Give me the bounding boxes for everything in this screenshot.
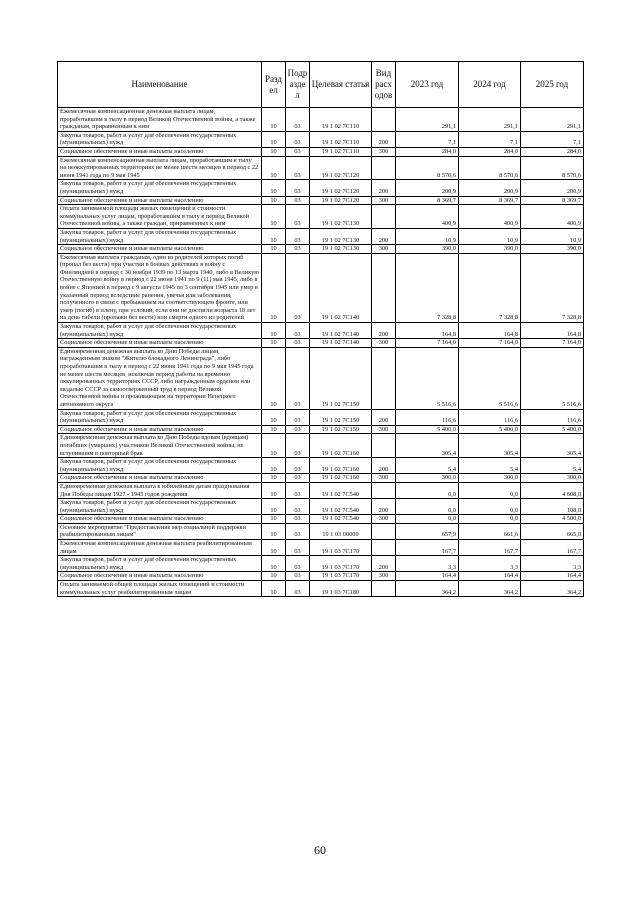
cell-2024: 0,0	[459, 515, 521, 524]
cell-name: Ежемесячная компенсационная выплата лицам, проработавшим в тылу на неоккупированных территориях не менее шести месяцев в период с 22 июня 1941 года по 9 мая 1945	[58, 156, 262, 180]
cell-subsection: 03	[286, 434, 310, 458]
cell-2024: 5 400,0	[459, 425, 521, 434]
cell-2023: 164,8	[396, 323, 459, 339]
table-row	[58, 205, 584, 229]
table-row	[58, 434, 584, 458]
cell-section: 10	[262, 205, 286, 229]
cell-name: Единовременная денежная выплата к юбилейным датам празднования Дня Победы лицам 1927 - 1945 годов рождения	[58, 482, 262, 498]
cell-name: Социальное обеспечение и иные выплаты населению	[58, 572, 262, 581]
cell-2025: 5 516,6	[521, 347, 584, 409]
cell-2025: 4 500,0	[521, 515, 584, 524]
cell-expense-kind: 300	[372, 196, 396, 205]
cell-section: 10	[262, 253, 286, 322]
cell-subsection: 03	[286, 339, 310, 348]
page-number: 60	[314, 843, 326, 857]
table-row	[58, 556, 584, 572]
cell-name: Оплата занимаемой площади жилых помещений и стоимости коммунальных услуг лицам, проработавшим в тылу в период Великой Отечественной войны, а также граждан, приравненных к ним	[58, 205, 262, 229]
cell-2024: 164,4	[459, 572, 521, 581]
cell-name: Единовременная денежная выплата ко Дню Победы вдовам (вдовцам) погибших (умерших) участников Великой Отечественной войны, не вступившим в повторный брак	[58, 434, 262, 458]
cell-target-article: 19 1 02 7С160	[310, 434, 372, 458]
cell-target-article: 19 1 02 7С120	[310, 156, 372, 180]
cell-name: Оплата занимаемой общей площади жилых помещений и стоимости коммунальных услуг реабилитированным лицам	[58, 581, 262, 597]
cell-name: Ежемесячная компенсационная денежная выплата реабилитированным лицам	[58, 540, 262, 556]
cell-2023: 0,0	[396, 499, 459, 515]
cell-subsection: 03	[286, 245, 310, 254]
cell-2023: 7,1	[396, 131, 459, 147]
table-row	[58, 499, 584, 515]
cell-target-article: 19 1 02 7С130	[310, 228, 372, 244]
cell-2024: 200,9	[459, 180, 521, 196]
cell-target-article: 19 1 03 7С170	[310, 540, 372, 556]
cell-section: 10	[262, 540, 286, 556]
cell-2024: 5 516,6	[459, 347, 521, 409]
cell-expense-kind	[372, 581, 396, 597]
cell-2023: 305,4	[396, 434, 459, 458]
cell-target-article: 19 1 03 00000	[310, 523, 372, 539]
cell-target-article: 19 1 02 7С120	[310, 180, 372, 196]
header-subsection: Подр азде л	[286, 62, 310, 108]
table-row	[58, 523, 584, 539]
cell-subsection: 03	[286, 253, 310, 322]
cell-2025: 10,9	[521, 228, 584, 244]
cell-expense-kind: 200	[372, 228, 396, 244]
cell-subsection: 03	[286, 482, 310, 498]
cell-2024: 164,8	[459, 323, 521, 339]
cell-2025: 4 608,0	[521, 482, 584, 498]
table-row	[58, 323, 584, 339]
cell-subsection: 03	[286, 323, 310, 339]
cell-expense-kind: 300	[372, 425, 396, 434]
cell-target-article: 19 1 03 7С170	[310, 556, 372, 572]
cell-2023: 200,9	[396, 180, 459, 196]
cell-2025: 665,0	[521, 523, 584, 539]
header-target-article: Целевая статья	[310, 62, 372, 108]
cell-2025: 7 164,0	[521, 339, 584, 348]
cell-section: 10	[262, 108, 286, 132]
cell-subsection: 03	[286, 108, 310, 132]
cell-target-article: 19 1 02 7С540	[310, 499, 372, 515]
cell-subsection: 03	[286, 347, 310, 409]
table-row	[58, 425, 584, 434]
cell-subsection: 03	[286, 540, 310, 556]
cell-subsection: 03	[286, 147, 310, 156]
cell-2024: 7 164,0	[459, 339, 521, 348]
cell-name: Основное мероприятие "Предоставление мер социальной поддержки реабилитированным лицам"	[58, 523, 262, 539]
cell-2024: 0,0	[459, 482, 521, 498]
cell-name: Социальное обеспечение и иные выплаты населению	[58, 147, 262, 156]
cell-section: 10	[262, 347, 286, 409]
cell-2024: 5,4	[459, 458, 521, 474]
cell-2025: 200,9	[521, 180, 584, 196]
cell-2025: 7,1	[521, 131, 584, 147]
cell-2023: 300,0	[396, 474, 459, 483]
cell-expense-kind	[372, 347, 396, 409]
cell-expense-kind	[372, 156, 396, 180]
cell-expense-kind: 300	[372, 474, 396, 483]
cell-2024: 7 328,8	[459, 253, 521, 322]
cell-name: Социальное обеспечение и иные выплаты населению	[58, 474, 262, 483]
budget-table	[57, 61, 584, 597]
cell-expense-kind: 300	[372, 147, 396, 156]
cell-subsection: 03	[286, 474, 310, 483]
cell-2025: 116,6	[521, 409, 584, 425]
table-row	[58, 245, 584, 254]
cell-expense-kind: 200	[372, 458, 396, 474]
cell-2024: 400,9	[459, 205, 521, 229]
table-row	[58, 347, 584, 409]
cell-section: 10	[262, 523, 286, 539]
cell-2023: 7 328,8	[396, 253, 459, 322]
cell-section: 10	[262, 458, 286, 474]
cell-subsection: 03	[286, 515, 310, 524]
cell-section: 10	[262, 474, 286, 483]
cell-2023: 5,4	[396, 458, 459, 474]
cell-name: Социальное обеспечение и иные выплаты населению	[58, 245, 262, 254]
cell-section: 10	[262, 572, 286, 581]
table-row	[58, 540, 584, 556]
cell-subsection: 03	[286, 572, 310, 581]
cell-expense-kind: 200	[372, 556, 396, 572]
table-row	[58, 180, 584, 196]
cell-2023: 116,6	[396, 409, 459, 425]
cell-subsection: 03	[286, 581, 310, 597]
cell-2023: 0,0	[396, 515, 459, 524]
table-row	[58, 409, 584, 425]
table-row	[58, 581, 584, 597]
cell-expense-kind	[372, 482, 396, 498]
cell-target-article: 19 1 02 7С150	[310, 425, 372, 434]
cell-target-article: 19 1 02 7С540	[310, 482, 372, 498]
cell-expense-kind: 200	[372, 409, 396, 425]
header-year-2025: 2025 год	[521, 62, 584, 108]
cell-target-article: 19 1 03 7С170	[310, 572, 372, 581]
header-expense-kind: Вид расх одов	[372, 62, 396, 108]
cell-subsection: 03	[286, 131, 310, 147]
cell-2023: 364,2	[396, 581, 459, 597]
cell-2025: 400,9	[521, 205, 584, 229]
cell-name: Единовременная денежная выплата ко Дню Победы лицам, награжденным знаком "Жителю блокадного Ленинграда", либо проработавшим в тылу в период с 22 июня 1941 года по 9 мая 1945 года не менее шести месяцев, исключая период работы на временно оккупированных территориях СССР, либо награжденным орденом или медалью СССР за самоотверженный труд в период Великой Отечественной войны и проживающим на территории Ненецкого автономного округа	[58, 347, 262, 409]
cell-2025: 108,0	[521, 499, 584, 515]
table-body	[58, 108, 584, 597]
cell-2024: 167,7	[459, 540, 521, 556]
cell-expense-kind	[372, 523, 396, 539]
cell-expense-kind: 200	[372, 499, 396, 515]
cell-target-article: 19 1 02 7С150	[310, 409, 372, 425]
cell-2023: 164,4	[396, 572, 459, 581]
table-row	[58, 572, 584, 581]
cell-2023: 8 570,6	[396, 156, 459, 180]
table-row	[58, 147, 584, 156]
table-header-row	[58, 62, 584, 108]
table-row	[58, 458, 584, 474]
cell-2023: 291,1	[396, 108, 459, 132]
cell-expense-kind: 300	[372, 245, 396, 254]
cell-target-article: 19 1 03 7С180	[310, 581, 372, 597]
table-row	[58, 196, 584, 205]
cell-name: Ежемесячная выплата гражданам, один из родителей которых погиб (пропал без вести) при участии в боевых действиях в войну с Финляндией в период с 30 ноября 1939 по 13 марта 1940, либо в Великую Отечественную войну в период с 22 июня 1941 по 9 (11) мая 1945, либо в войне с Японией в период с 9 августа 1945 по 3 сентября 1945 или умер в указанный период вследствие ранения, увечья или заболевания, полученного в связи с пребыванием на соответствующем фронте, или умер (погиб) в плену, при условии, если они не достигли возраста 18 лет на день гибели (пропажи без вести) или смерти одного из родителей	[58, 253, 262, 322]
cell-2025: 5,4	[521, 458, 584, 474]
cell-2025: 8 369,7	[521, 196, 584, 205]
cell-2024: 7,1	[459, 131, 521, 147]
cell-2025: 284,0	[521, 147, 584, 156]
cell-expense-kind: 200	[372, 180, 396, 196]
cell-section: 10	[262, 339, 286, 348]
cell-2023: 7 164,0	[396, 339, 459, 348]
cell-2025: 390,0	[521, 245, 584, 254]
cell-subsection: 03	[286, 556, 310, 572]
cell-name: Закупка товаров, работ и услуг для обеспечения государственных (муниципальных) нужд	[58, 409, 262, 425]
cell-name: Закупка товаров, работ и услуг для обеспечения государственных (муниципальных) нужд	[58, 131, 262, 147]
cell-expense-kind	[372, 540, 396, 556]
cell-2025: 291,1	[521, 108, 584, 132]
cell-section: 10	[262, 556, 286, 572]
cell-2023: 167,7	[396, 540, 459, 556]
cell-subsection: 03	[286, 523, 310, 539]
cell-2025: 364,2	[521, 581, 584, 597]
cell-expense-kind: 300	[372, 515, 396, 524]
cell-2025: 8 570,6	[521, 156, 584, 180]
table-row	[58, 339, 584, 348]
cell-2024: 284,0	[459, 147, 521, 156]
table-row	[58, 228, 584, 244]
cell-2025: 167,7	[521, 540, 584, 556]
cell-name: Социальное обеспечение и иные выплаты населению	[58, 339, 262, 348]
header-name: Наименование	[58, 62, 262, 108]
cell-expense-kind	[372, 205, 396, 229]
header-year-2024: 2024 год	[459, 62, 521, 108]
cell-name: Закупка товаров, работ и услуг для обеспечения государственных (муниципальных) нужд	[58, 180, 262, 196]
cell-expense-kind	[372, 108, 396, 132]
cell-subsection: 03	[286, 156, 310, 180]
cell-name: Закупка товаров, работ и услуг для обеспечения государственных (муниципальных) нужд	[58, 556, 262, 572]
cell-section: 10	[262, 196, 286, 205]
cell-expense-kind: 300	[372, 339, 396, 348]
cell-section: 10	[262, 180, 286, 196]
cell-2024: 661,6	[459, 523, 521, 539]
cell-expense-kind	[372, 434, 396, 458]
cell-name: Социальное обеспечение и иные выплаты населению	[58, 196, 262, 205]
cell-subsection: 03	[286, 458, 310, 474]
cell-2024: 10,9	[459, 228, 521, 244]
cell-2024: 291,1	[459, 108, 521, 132]
cell-2025: 164,4	[521, 572, 584, 581]
cell-2024: 8 369,7	[459, 196, 521, 205]
cell-section: 10	[262, 482, 286, 498]
cell-2024: 0,0	[459, 499, 521, 515]
cell-2023: 400,9	[396, 205, 459, 229]
cell-section: 10	[262, 156, 286, 180]
cell-2023: 3,3	[396, 556, 459, 572]
cell-target-article: 19 1 02 7С150	[310, 347, 372, 409]
cell-2025: 305,4	[521, 434, 584, 458]
cell-name: Закупка товаров, работ и услуг для обеспечения государственных (муниципальных) нужд	[58, 499, 262, 515]
cell-target-article: 19 1 02 7С160	[310, 474, 372, 483]
cell-2024: 8 570,6	[459, 156, 521, 180]
table-row	[58, 482, 584, 498]
cell-target-article: 19 1 02 7С540	[310, 515, 372, 524]
cell-target-article: 19 1 02 7С140	[310, 339, 372, 348]
cell-section: 10	[262, 581, 286, 597]
cell-2024: 390,0	[459, 245, 521, 254]
cell-subsection: 03	[286, 205, 310, 229]
cell-subsection: 03	[286, 499, 310, 515]
cell-2023: 284,0	[396, 147, 459, 156]
cell-2025: 300,0	[521, 474, 584, 483]
cell-2025: 3,3	[521, 556, 584, 572]
cell-2023: 5 516,6	[396, 347, 459, 409]
cell-subsection: 03	[286, 425, 310, 434]
cell-subsection: 03	[286, 180, 310, 196]
cell-expense-kind: 200	[372, 323, 396, 339]
cell-name: Ежемесячная компенсационная денежная выплата лицам, проработавшим в тылу в период Великой Отечественной войны, а также гражданам, приравненным к ним	[58, 108, 262, 132]
cell-name: Социальное обеспечение и иные выплаты населению	[58, 515, 262, 524]
cell-2023: 657,9	[396, 523, 459, 539]
cell-subsection: 03	[286, 228, 310, 244]
cell-target-article: 19 1 02 7С130	[310, 205, 372, 229]
cell-section: 10	[262, 434, 286, 458]
header-section: Разд ел	[262, 62, 286, 108]
cell-name: Закупка товаров, работ и услуг для обеспечения государственных (муниципальных) нужд	[58, 458, 262, 474]
cell-expense-kind: 300	[372, 572, 396, 581]
cell-2023: 8 369,7	[396, 196, 459, 205]
cell-subsection: 03	[286, 409, 310, 425]
cell-target-article: 19 1 02 7С120	[310, 196, 372, 205]
cell-name: Закупка товаров, работ и услуг для обеспечения государственных (муниципальных) нужд	[58, 323, 262, 339]
cell-target-article: 19 1 02 7С160	[310, 458, 372, 474]
cell-section: 10	[262, 147, 286, 156]
cell-section: 10	[262, 228, 286, 244]
cell-section: 10	[262, 425, 286, 434]
cell-subsection: 03	[286, 196, 310, 205]
cell-target-article: 19 1 02 7С140	[310, 253, 372, 322]
cell-2024: 364,2	[459, 581, 521, 597]
cell-2024: 3,3	[459, 556, 521, 572]
cell-2023: 0,0	[396, 482, 459, 498]
cell-2024: 305,4	[459, 434, 521, 458]
cell-2025: 164,8	[521, 323, 584, 339]
cell-section: 10	[262, 131, 286, 147]
cell-target-article: 19 1 02 7С140	[310, 323, 372, 339]
cell-section: 10	[262, 409, 286, 425]
table-row	[58, 515, 584, 524]
cell-2024: 300,0	[459, 474, 521, 483]
table-row	[58, 131, 584, 147]
cell-section: 10	[262, 245, 286, 254]
cell-target-article: 19 1 02 7С110	[310, 147, 372, 156]
cell-2025: 5 400,0	[521, 425, 584, 434]
cell-name: Социальное обеспечение и иные выплаты населению	[58, 425, 262, 434]
cell-section: 10	[262, 515, 286, 524]
cell-target-article: 19 1 02 7С110	[310, 108, 372, 132]
cell-section: 10	[262, 323, 286, 339]
cell-2024: 116,6	[459, 409, 521, 425]
cell-name: Закупка товаров, работ и услуг для обеспечения государственных (муниципальных) нужд	[58, 228, 262, 244]
cell-2023: 10,9	[396, 228, 459, 244]
table-row	[58, 253, 584, 322]
table-row	[58, 156, 584, 180]
cell-2023: 5 400,0	[396, 425, 459, 434]
cell-target-article: 19 1 02 7С130	[310, 245, 372, 254]
cell-expense-kind	[372, 253, 396, 322]
cell-2023: 390,0	[396, 245, 459, 254]
table-row	[58, 108, 584, 132]
header-year-2023: 2023 год	[396, 62, 459, 108]
cell-2025: 7 328,8	[521, 253, 584, 322]
cell-expense-kind: 200	[372, 131, 396, 147]
cell-section: 10	[262, 499, 286, 515]
cell-target-article: 19 1 02 7С110	[310, 131, 372, 147]
table-row	[58, 474, 584, 483]
